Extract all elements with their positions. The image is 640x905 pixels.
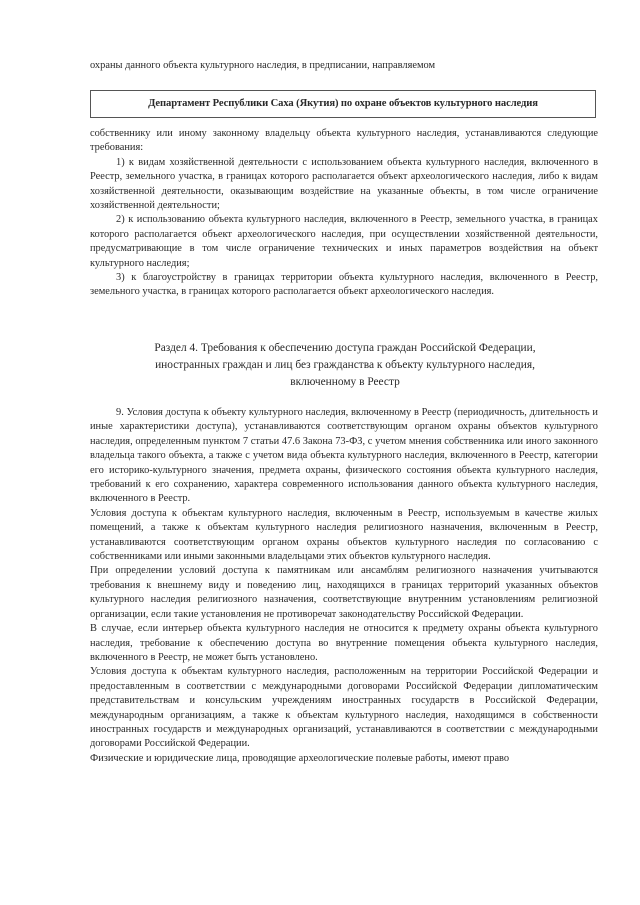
- department-header-text: Департамент Республики Саха (Якутия) по охране объектов культурного наследия: [148, 97, 538, 109]
- paragraph-archaeology: Физические и юридические лица, проводящие археологические полевые работы, имеют право: [90, 752, 510, 764]
- section-title-line-1: Раздел 4. Требования к обеспечению доступа граждан Российской Федерации,: [154, 342, 536, 354]
- intro-paragraph: собственнику или иному законному владельцу объекта культурного наследия, устанавливаются следующие требования:: [90, 128, 598, 154]
- paragraph-access-housing: Условия доступа к объектам культурного наследия, включенным в Реестр, используемым в качестве жилых помещений, а также к объектам культурного наследия религиозного назначения, включенным в Реестр, устанавливаются соответствующим органом охраны объектов культурного наследия по согласованию с собственниками или иными законными владельцами этих объектов культурного наследия.: [90, 507, 598, 563]
- section-title-line-3: включенному в Реестр: [290, 375, 400, 388]
- paragraph-9: 9. Условия доступа к объекту культурного наследия, включенному в Реестр (периодичность, длительность и иные характеристики доступа), устанавливаются соответствующим органом охраны объектов культурного наследия, определенным пунктом 7 статьи 47.6 Закона 73-ФЗ, с учетом мнения собственника или иного законного владельца такого объекта, а также с учетом вида объекта культурного наследия, включенного в Реестр, категории его историко-культурного значения, предмета охраны, физического состояния объекта культурного наследия, требований к его сохранению, характера современного использования данного объекта культурного наследия, включенного в Реестр.: [90, 407, 598, 505]
- requirements-block: [90, 127, 598, 300]
- paragraph-international: Условия доступа к объектам культурного наследия, расположенным на территории Российской Федерации и предоставленным в соответствии с международными договорами Российской Федерации дипломатическим представительствам и консульским учреждениям иностранных государств в Российской Федерации, международным организациям, а также к объектам культурного наследия, находящимся в собственности иностранных государств и международных организаций, устанавливаются в соответствии с международными договорами Российской Федерации.: [90, 666, 598, 750]
- requirement-1: 1) к видам хозяйственной деятельности с использованием объекта культурного наследия, включенного в Реестр, земельного участка, в границах которого располагается объект археологического наследия, либо к видам хозяйственной деятельности, оказывающим воздействие на указанные объекты, в том числе ограничение хозяйственной деятельности;: [90, 156, 598, 212]
- continuation-line: охраны данного объекта культурного наследия, в предписании, направляемом: [90, 60, 436, 71]
- requirement-3: 3) к благоустройству в границах территории объекта культурного наследия, включенного в Реестр, земельного участка, в границах которого располагается объект археологического наследия.: [90, 272, 598, 298]
- requirement-2: 2) к использованию объекта культурного наследия, включенного в Реестр, земельного участка, в границах которого располагается объект археологического наследия, при осуществлении хозяйственной деятельности, предусматривающие в том числе ограничение технических и иных параметров воздействия на объект культурного наследия;: [90, 214, 598, 269]
- section-title: [100, 340, 590, 390]
- paragraph-religious: При определении условий доступа к памятникам или ансамблям религиозного назначения учитываются требования к внешнему виду и поведению лиц, находящихся в границах территорий указанных объектов культурного наследия религиозного назначения, соответствующие внутренним установлениям религиозной организации, если такие установления не противоречат законодательству Российской Федерации.: [90, 565, 598, 620]
- body-block: [90, 406, 598, 766]
- paragraph-interior: В случае, если интерьер объекта культурного наследия не относится к предмету охраны объекта культурного наследия, требование к обеспечению доступа во внутренние помещения объекта культурного наследия, включенного в Реестр, не может быть установлено.: [90, 623, 598, 663]
- section-title-line-2: иностранных граждан и лиц без гражданства к объекту культурного наследия,: [155, 358, 535, 371]
- department-header-box: [90, 90, 596, 118]
